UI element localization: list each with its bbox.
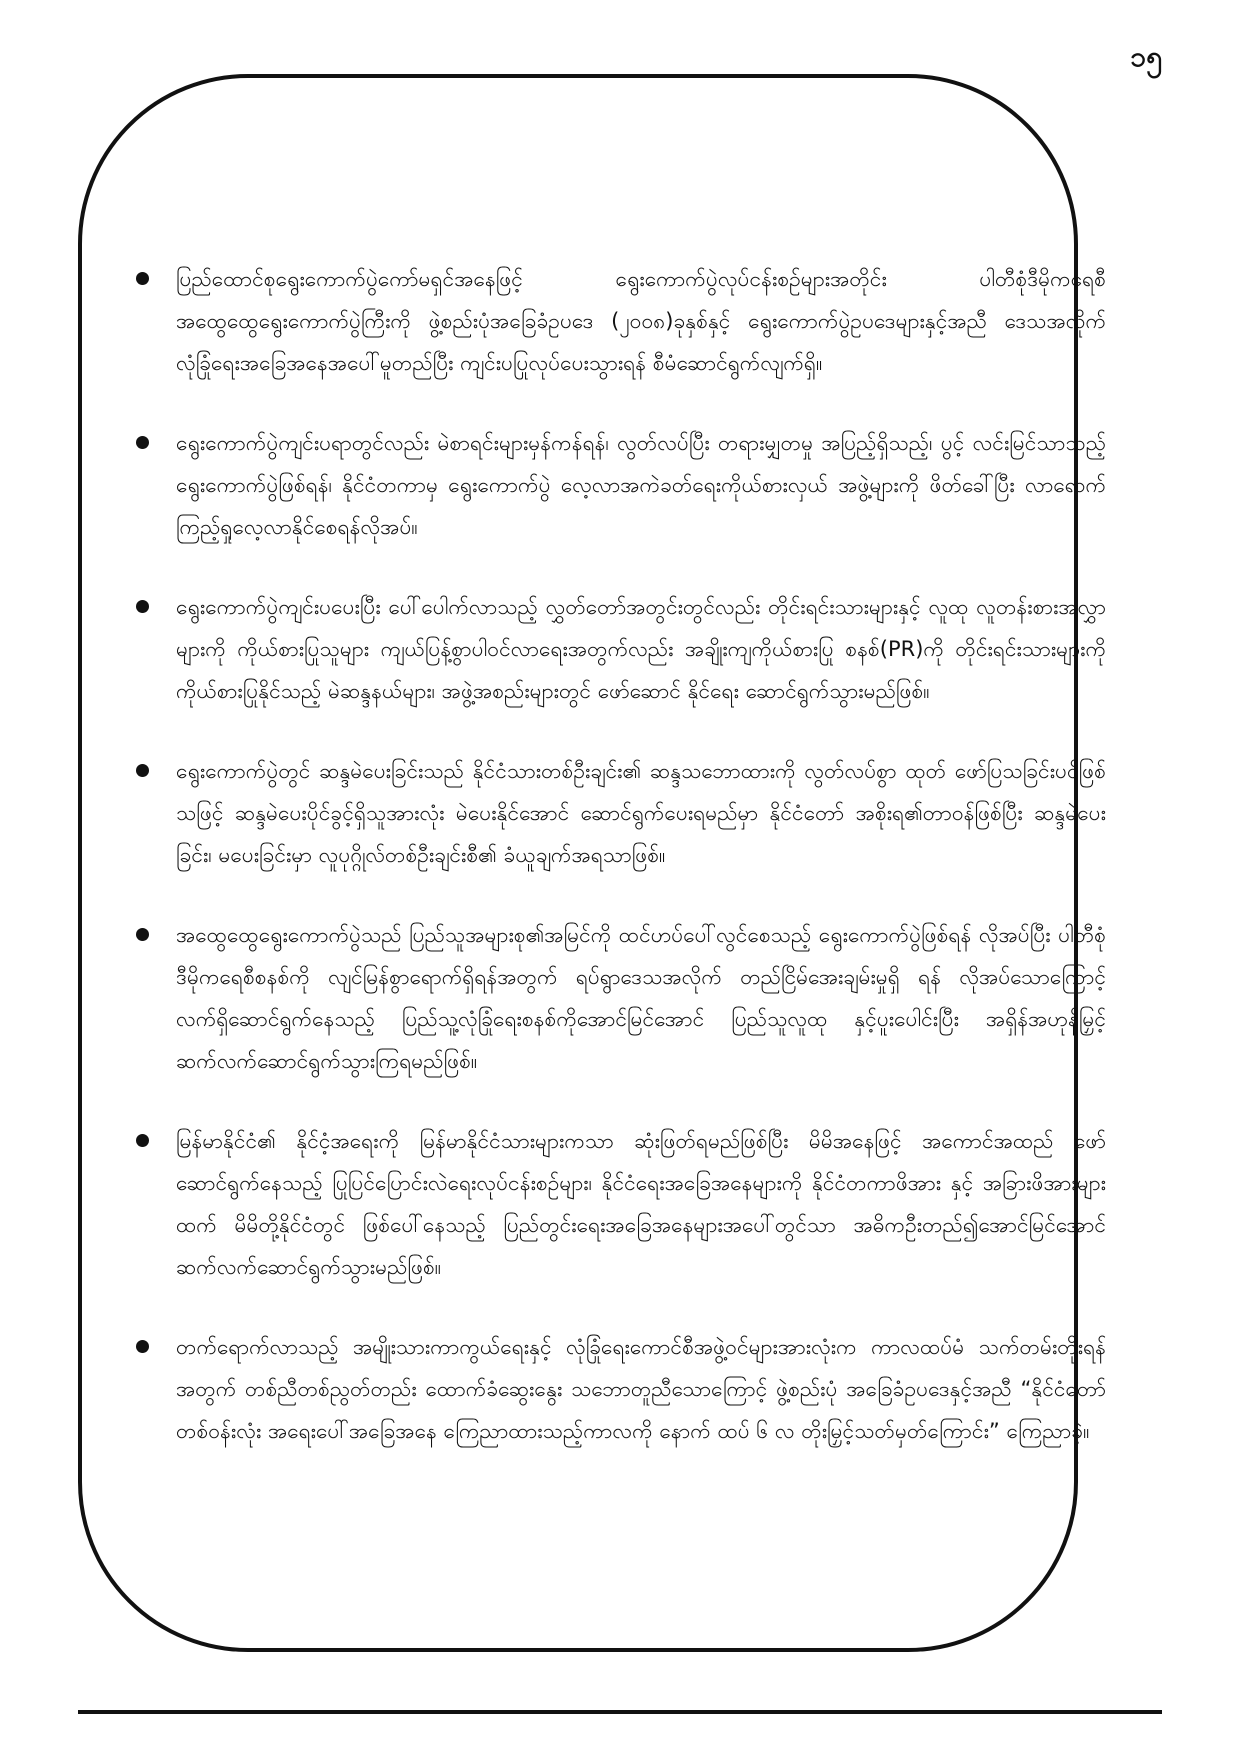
bullet-item: [136, 258, 1106, 384]
bullet-dot-icon: [136, 600, 149, 613]
bullet-dot-icon: [136, 1134, 149, 1147]
bullet-item: [136, 914, 1106, 1082]
bullet-dot-icon: [136, 764, 149, 777]
bullet-dot-icon: [136, 1340, 149, 1353]
bullet-dot-icon: [136, 436, 149, 449]
bullet-dot-icon: [136, 272, 149, 285]
bullet-dot-icon: [136, 928, 149, 941]
bullet-item: [136, 1326, 1106, 1452]
bullet-item: [136, 422, 1106, 548]
bullet-text: မြန်မာနိုင်ငံ၏ နိုင်ငံ့အရေးကို မြန်မာနိုင်ငံသားများကသာ ဆုံးဖြတ်ရမည်ဖြစ်ပြီး မိမိအနေဖြင့် အကောင်အထည် ဖော်ဆောင်ရွက်နေသည့် ပြုပြင်ပြောင်းလဲရေးလုပ်ငန်းစဉ်များ၊ နိုင်ငံရေးအခြေအနေများကို နိုင်ငံတကာဖိအား နှင့် အခြားဖိအားများထက် မိမိတို့နိုင်ငံတွင် ဖြစ်ပေါ်နေသည့် ပြည်တွင်းရေးအခြေအနေများအပေါ်တွင်သာ အဓိကဦးတည်၍အောင်မြင်အောင် ဆက်လက်ဆောင်ရွက်သွားမည်ဖြစ်။: [176, 1129, 1106, 1279]
bullet-item: [136, 586, 1106, 712]
bullet-item: [136, 750, 1106, 876]
bullet-text: ပြည်ထောင်စုရွေးကောက်ပွဲကော်မရှင်အနေဖြင့် ရွေးကောက်ပွဲလုပ်ငန်းစဉ်များအတိုင်း ပါတီစုံဒီမိုကရေစီ အထွေထွေရွေးကောက်ပွဲကြီးကို ဖွဲ့စည်းပုံအခြေခံဥပဒေ (၂၀၀၈)ခုနှစ်နှင့် ရွေးကောက်ပွဲဥပဒေများနှင့်အညီ ဒေသအလိုက် လုံခြုံရေးအခြေအနေအပေါ်မူတည်ပြီး ကျင်းပပြုလုပ်ပေးသွားရန် စီမံဆောင်ရွက်လျက်ရှိ။: [176, 267, 1106, 375]
bullet-item: [136, 1120, 1106, 1288]
bullet-text: တက်ရောက်လာသည့် အမျိုးသားကာကွယ်ရေးနှင့် လုံခြုံရေးကောင်စီအဖွဲ့ဝင်များအားလုံးက ကာလထပ်မံ သက်တမ်းတိုးရန်အတွက် တစ်ညီတစ်ညွတ်တည်း ထောက်ခံဆွေးနွေး သဘောတူညီသောကြောင့် ဖွဲ့စည်းပုံ အခြေခံဥပဒေနှင့်အညီ “နိုင်ငံတော်တစ်ဝန်းလုံး အရေးပေါ်အခြေအနေ ကြေညာထားသည့်ကာလကို နောက် ထပ် ၆ လ တိုးမြှင့်သတ်မှတ်ကြောင်း” ကြေညာခဲ့။: [176, 1335, 1106, 1443]
bullet-text: ရွေးကောက်ပွဲကျင်းပပေးပြီး ပေါ်ပေါက်လာသည့် လွှတ်တော်အတွင်းတွင်လည်း တိုင်းရင်းသားများနှင့် လူထု လူတန်းစားအလွှာများကို ကိုယ်စားပြုသူများ ကျယ်ပြန့်စွာပါဝင်လာရေးအတွက်လည်း အချိုးကျကိုယ်စားပြု စနစ်(PR)ကို တိုင်းရင်းသားများကို ကိုယ်စားပြုနိုင်သည့် မဲဆန္ဒနယ်များ၊ အဖွဲ့အစည်းများတွင် ဖော်ဆောင် နိုင်ရေး ဆောင်ရွက်သွားမည်ဖြစ်။: [176, 595, 1106, 703]
bullet-text: ရွေးကောက်ပွဲကျင်းပရာတွင်လည်း မဲစာရင်းများမှန်ကန်ရန်၊ လွတ်လပ်ပြီး တရားမျှတမှု အပြည့်ရှိသည့်၊ ပွင့် လင်းမြင်သာသည့် ရွေးကောက်ပွဲဖြစ်ရန်၊ နိုင်ငံတကာမှ ရွေးကောက်ပွဲ လေ့လာအကဲခတ်ရေးကိုယ်စားလှယ် အဖွဲ့များကို ဖိတ်ခေါ်ပြီး လာရောက်ကြည့်ရှုလေ့လာနိုင်စေရန်လိုအပ်။: [176, 431, 1106, 539]
footer-rule: [78, 1710, 1162, 1714]
bullet-list: [136, 258, 1106, 1452]
page-content: [136, 258, 1106, 1578]
page-number: ၁၅: [1130, 40, 1162, 73]
bullet-text: ရွေးကောက်ပွဲတွင် ဆန္ဒမဲပေးခြင်းသည် နိုင်ငံသားတစ်ဦးချင်း၏ ဆန္ဒသဘောထားကို လွတ်လပ်စွာ ထုတ် ဖော်ပြသခြင်းပင်ဖြစ်သဖြင့် ဆန္ဒမဲပေးပိုင်ခွင့်ရှိသူအားလုံး မဲပေးနိုင်အောင် ဆောင်ရွက်ပေးရမည်မှာ နိုင်ငံတော် အစိုးရ၏တာဝန်ဖြစ်ပြီး ဆန္ဒမဲပေးခြင်း၊ မပေးခြင်းမှာ လူပုဂ္ဂိုလ်တစ်ဦးချင်းစီ၏ ခံယူချက်အရသာဖြစ်။: [176, 759, 1106, 867]
bullet-text: အထွေထွေရွေးကောက်ပွဲသည် ပြည်သူအများစု၏အမြင်ကို ထင်ဟပ်ပေါ်လွင်စေသည့် ရွေးကောက်ပွဲဖြစ်ရန် လိုအပ်ပြီး ပါတီစုံဒီမိုကရေစီစနစ်ကို လျင်မြန်စွာရောက်ရှိရန်အတွက် ရပ်ရွာဒေသအလိုက် တည်ငြိမ်အေးချမ်းမှုရှိ ရန် လိုအပ်သောကြောင့် လက်ရှိဆောင်ရွက်နေသည့် ပြည်သူ့လုံခြုံရေးစနစ်ကိုအောင်မြင်အောင် ပြည်သူလူထု နှင့်ပူးပေါင်းပြီး အရှိန်အဟုန်မြှင့် ဆက်လက်ဆောင်ရွက်သွားကြရမည်ဖြစ်။: [176, 923, 1106, 1073]
